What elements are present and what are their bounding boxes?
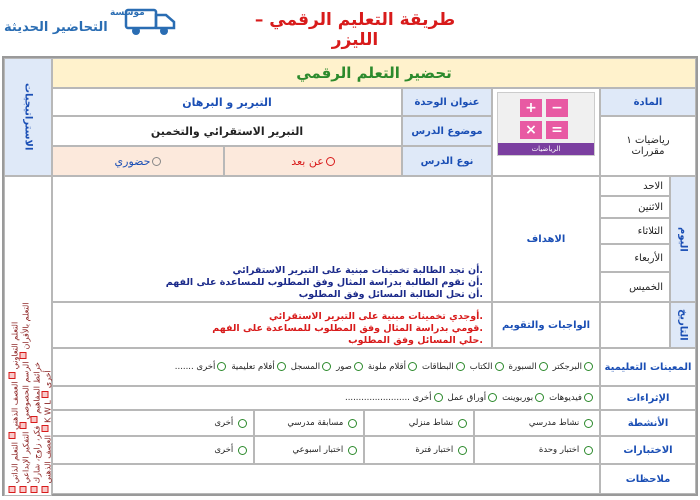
minus-icon: − bbox=[546, 99, 568, 117]
day-tuesday[interactable]: الثلاثاء bbox=[600, 218, 670, 244]
math-icon-caption: الرياضيات bbox=[498, 143, 594, 155]
strategy-item[interactable]: فكر، زاوج، شارك bbox=[32, 425, 42, 484]
day-thursday[interactable]: الخميس bbox=[600, 272, 670, 302]
radio-icon[interactable] bbox=[326, 157, 335, 166]
goals-content bbox=[52, 176, 492, 302]
lesson-topic-value[interactable]: التبرير الاستقرائي والتخمين bbox=[52, 116, 402, 146]
strategies-list bbox=[4, 176, 52, 496]
strategy-item[interactable]: العصف الذهني bbox=[43, 435, 53, 484]
resource-option[interactable]: صور bbox=[336, 361, 363, 373]
homework-item: قومي بدراسة المثال وفق المطلوب للمساعدة على الفهم. bbox=[212, 323, 483, 334]
test-option[interactable]: اختبار فترة bbox=[364, 436, 474, 464]
subject-name: رياضيات ١ bbox=[626, 135, 670, 146]
resource-option[interactable]: البطاقات bbox=[422, 361, 465, 373]
strategy-item[interactable]: العصف الذهني bbox=[10, 381, 20, 430]
enrichment-option[interactable]: أخرى ........................ bbox=[345, 392, 443, 404]
logo bbox=[0, 2, 180, 48]
unit-title-value[interactable]: التبرير و البرهان bbox=[52, 88, 402, 116]
equals-icon: = bbox=[546, 121, 568, 139]
radio-icon[interactable] bbox=[152, 157, 161, 166]
strategies-column-1 bbox=[9, 181, 21, 493]
subject-label: المادة bbox=[600, 88, 696, 116]
homework-item: أوجدي تخمينات مبنية على التبرير الاستقرائي. bbox=[269, 311, 483, 322]
resource-option[interactable]: الكتاب bbox=[470, 361, 504, 373]
activities-label: الأنشطة bbox=[600, 410, 696, 436]
lesson-topic-label: موضوع الدرس bbox=[402, 116, 492, 146]
section-title: تحضير التعلم الرقمي bbox=[52, 58, 696, 88]
subject-sub: مقررات bbox=[631, 146, 665, 157]
goal-item: أن تحل الطالبة المسائل وفق المطلوب. bbox=[298, 289, 483, 300]
strategies-column-2 bbox=[20, 181, 32, 493]
subject-value-cell[interactable] bbox=[600, 116, 696, 176]
times-icon: × bbox=[520, 121, 542, 139]
strategy-item[interactable]: التفكير الإبداعي bbox=[21, 431, 31, 484]
resource-option[interactable]: السبورة bbox=[509, 361, 548, 373]
notes-label: ملاحظات bbox=[600, 464, 696, 494]
logo-line2: التحاضير الحديثة bbox=[4, 20, 108, 35]
strategy-item[interactable]: الرسم الحصوصي bbox=[21, 361, 31, 420]
enrichment-option[interactable]: أوراق عمل bbox=[448, 392, 498, 404]
tests-label: الاختبارات bbox=[600, 436, 696, 464]
strategy-item[interactable]: التعلم بالأقران bbox=[21, 302, 31, 350]
activity-option[interactable]: نشاط منزلي bbox=[364, 410, 474, 436]
goal-item: أن تجد الطالبة تخمينات مبنية على التبرير الاستقرائي. bbox=[232, 265, 483, 276]
day-monday[interactable]: الاثنين bbox=[600, 196, 670, 218]
activity-option[interactable]: أخرى bbox=[52, 410, 254, 436]
day-sunday[interactable]: الاحد bbox=[600, 176, 670, 196]
strategy-item[interactable]: التعلم التعاوني bbox=[10, 321, 20, 370]
strategy-item[interactable]: K W L bbox=[43, 400, 53, 423]
lesson-type-remote[interactable] bbox=[224, 146, 402, 176]
notes-value[interactable] bbox=[52, 464, 600, 494]
enrichment-option[interactable]: بوربوينت bbox=[502, 392, 544, 404]
date-value[interactable] bbox=[600, 302, 670, 348]
goal-item: أن تقوم الطالبة بدراسة المثال وفق المطلوب للمساعدة على الفهم. bbox=[165, 277, 483, 288]
test-option[interactable]: اختبار وحدة bbox=[474, 436, 600, 464]
resource-option[interactable]: المسجل bbox=[291, 361, 331, 373]
lesson-type-inperson-label: حضوري bbox=[114, 154, 151, 168]
plus-icon: + bbox=[520, 99, 542, 117]
logo-line1: مؤسسة bbox=[110, 8, 145, 18]
enrichment-options bbox=[52, 386, 600, 410]
goals-label: الاهداف bbox=[492, 176, 600, 302]
strategies-label-cell bbox=[4, 58, 52, 176]
day-wednesday[interactable]: الأربعاء bbox=[600, 244, 670, 272]
enrichment-option[interactable]: فيديوهات bbox=[549, 392, 593, 404]
date-label: التاريخ bbox=[677, 309, 689, 341]
page-title: طريقة التعليم الرقمي – الليزر bbox=[254, 10, 456, 50]
resources-label: المعينات التعليمية bbox=[600, 348, 696, 386]
strategies-label: الاستراتيجيات bbox=[22, 83, 34, 151]
enrichment-label: الإثراءات bbox=[600, 386, 696, 410]
resource-option[interactable]: أخرى ....... bbox=[175, 361, 227, 373]
strategy-item[interactable]: أخرى bbox=[43, 370, 53, 389]
test-option[interactable]: اختبار اسبوعي bbox=[254, 436, 364, 464]
activity-option[interactable]: مسابقة مدرسي bbox=[254, 410, 364, 436]
lesson-type-remote-label: عن بعد bbox=[291, 154, 324, 168]
homework-label: الواجبات والتقويم bbox=[492, 302, 600, 348]
test-option[interactable]: أخرى bbox=[52, 436, 254, 464]
lesson-type-inperson[interactable] bbox=[52, 146, 224, 176]
lesson-plan-sheet bbox=[2, 56, 698, 496]
homework-item: حلي المسائل وفق المطلوب. bbox=[348, 335, 483, 346]
strategy-item[interactable]: التعلم الذاتي bbox=[10, 442, 20, 484]
homework-content bbox=[52, 302, 492, 348]
lesson-type-label: نوع الدرس bbox=[402, 146, 492, 176]
date-label-cell bbox=[670, 302, 696, 348]
day-label-cell bbox=[670, 176, 696, 302]
strategies-column-3 bbox=[31, 181, 43, 493]
resource-option[interactable]: أقلام ملونة bbox=[368, 361, 417, 373]
day-label: اليوم bbox=[677, 226, 689, 252]
resource-option[interactable]: أفلام تعليمية bbox=[231, 361, 285, 373]
resources-options bbox=[52, 348, 600, 386]
resource-option[interactable]: البرجكتر bbox=[553, 361, 593, 373]
activity-option[interactable]: نشاط مدرسي bbox=[474, 410, 600, 436]
unit-title-label: عنوان الوحدة bbox=[402, 88, 492, 116]
strategy-item[interactable]: خرائط المفاهيم bbox=[32, 362, 42, 414]
math-icon bbox=[497, 92, 595, 156]
